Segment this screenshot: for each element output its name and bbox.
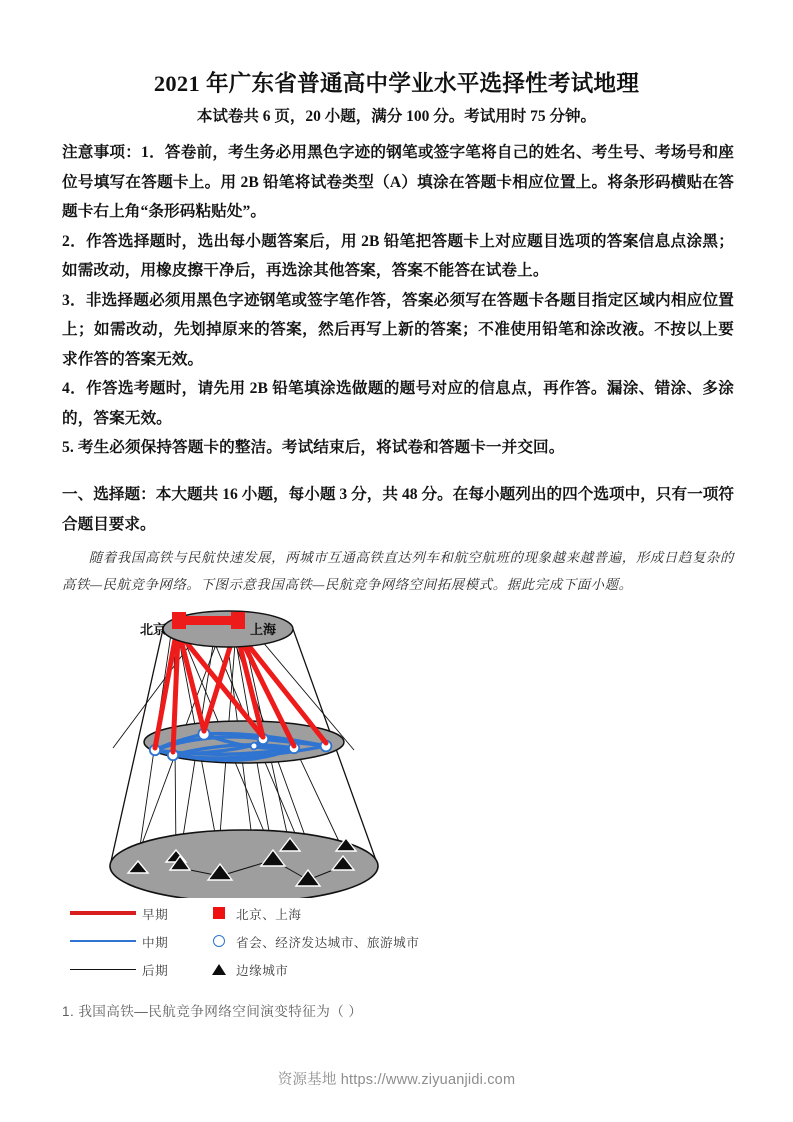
legend-symbol-cell-late xyxy=(202,964,236,975)
legend-line-late xyxy=(70,969,136,970)
notice-item-5: 5. 考生必须保持答题卡的整洁。考试结束后，将试卷和答题卡一并交回。 xyxy=(62,439,565,456)
notice-block xyxy=(62,138,734,463)
legend-desc-middle: 省会、经济发达城市、旅游城市 xyxy=(236,935,420,950)
label-beijing: 北京 xyxy=(139,622,166,637)
section-heading-multiple-choice: 一、选择题：本大题共 16 小题，每小题 3 分，共 48 分。在每小题列出的四个选项中，只有一项符合题目要求。 xyxy=(62,486,734,533)
page-title: 2021 年广东省普通高中学业水平选择性考试地理 xyxy=(153,71,640,96)
legend-symbol-cell-middle xyxy=(202,935,236,947)
black-triangle-icon xyxy=(212,964,226,975)
notice-item-2: 2．作答选择题时，选出每小题答案后，用 2B 铅笔把答题卡上对应题目选项的答案信息点涂黑；如需改动，用橡皮擦干净后，再选涂其他答案，答案不能答在试卷上。 xyxy=(62,232,734,279)
hub-marker-beijing xyxy=(172,612,186,629)
legend-row-middle xyxy=(70,927,510,955)
beijing-shanghai-link xyxy=(180,616,238,625)
legend-line-middle xyxy=(70,940,136,942)
figure-legend xyxy=(70,899,510,983)
label-shanghai: 上海 xyxy=(250,622,277,637)
legend-label-late: 后期 xyxy=(142,963,169,978)
notice-item-4: 4．作答选考题时，请先用 2B 铅笔填涂选做题的题号对应的信息点，再作答。漏涂、错涂、多涂的，答案无效。 xyxy=(62,380,734,427)
blue-circle-icon xyxy=(213,935,225,947)
page-subtitle: 本试卷共 6 页，20 小题，满分 100 分。考试用时 75 分钟。 xyxy=(196,108,597,125)
legend-desc-early: 北京、上海 xyxy=(236,907,302,922)
notice-item-3: 3．非选择题必须用黑色字迹钢笔或签字笔作答，答案必须写在答题卡各题目指定区域内相应位置上；如需改动，先划掉原来的答案，然后再写上新的答案；不准使用铅笔和涂改液。不按以上要求作答的答案无效。 xyxy=(62,291,734,368)
footer-watermark: 资源基地 https://www.ziyuanjidi.com xyxy=(277,1072,516,1088)
legend-line-middle-cell xyxy=(70,940,142,942)
legend-label-early: 早期 xyxy=(142,907,169,922)
notice-item-1: 注意事项：1．答卷前，考生务必用黑色字迹的钢笔或签字笔将自己的姓名、考生号、考场号和座位号填写在答题卡上。用 2B 铅笔将试卷类型（A）填涂在答题卡相应位置上。将条形码横贴在答题卡右上角“条形码粘贴处”。 xyxy=(62,144,734,220)
legend-line-early-cell xyxy=(70,911,142,915)
legend-label-middle: 中期 xyxy=(142,935,169,950)
figure-competition-network xyxy=(58,598,518,898)
legend-symbol-cell-early xyxy=(202,907,236,919)
passage-text: 随着我国高铁与民航快速发展，两城市互通高铁直达列车和航空航班的现象越来越普遍，形成日趋复杂的高铁—民航竞争网络。下图示意我国高铁—民航竞争网络空间拓展模式。据此完成下面小题。 xyxy=(62,550,734,592)
legend-line-early xyxy=(70,911,136,915)
red-square-icon xyxy=(213,907,225,919)
question-1: 1. 我国高铁—民航竞争网络空间演变特征为（ ） xyxy=(62,1004,363,1019)
legend-desc-late: 边缘城市 xyxy=(236,963,289,978)
legend-row-late xyxy=(70,955,510,983)
legend-row-early xyxy=(70,899,510,927)
hub-marker-shanghai xyxy=(231,612,245,629)
legend-line-late-cell xyxy=(70,969,142,970)
